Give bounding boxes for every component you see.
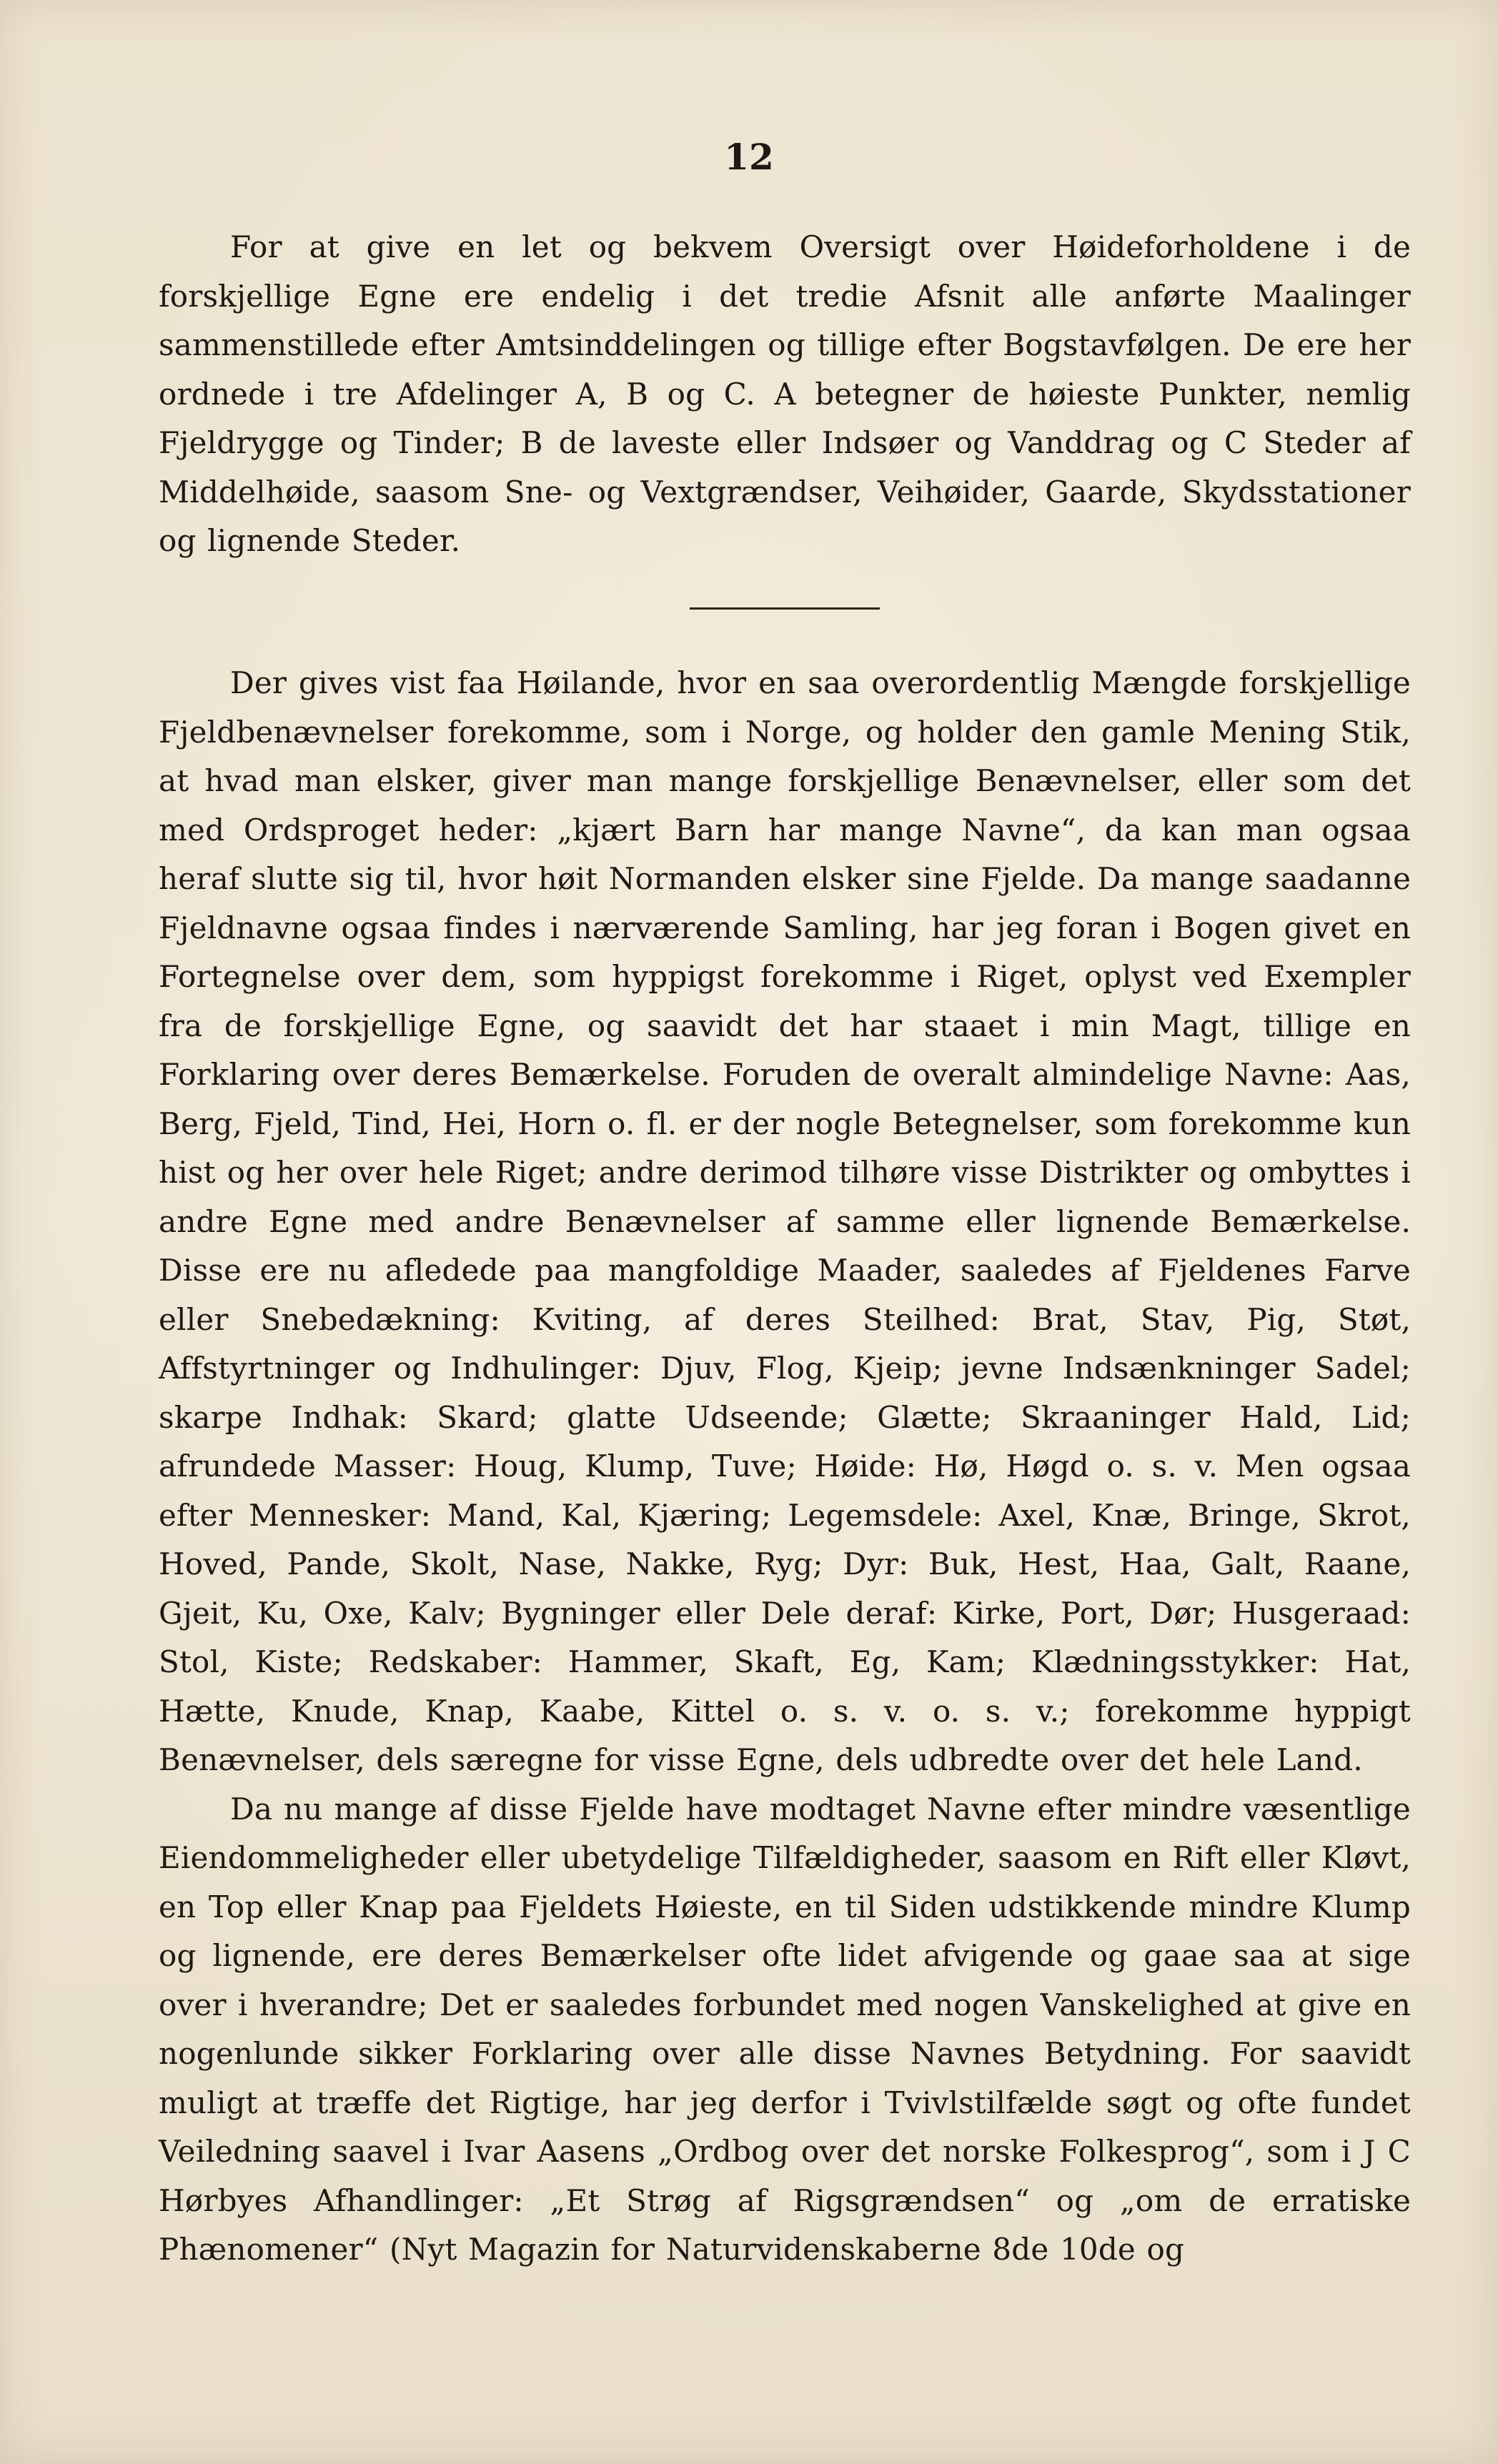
paragraph-fjeld-names: Der gives vist faa Høilande, hvor en saa overordentlig Mængde forskjellige Fjeldbenævnelser forekomme, som i Norge, og holder den gamle Mening Stik, at hvad man elsker, giver man mange forskjellige Benævnelser, eller som det med Ordsproget heder: „kjært Barn har mange Navne“, da kan man ogsaa heraf slutte sig til, hvor høit Normanden elsker sine Fjelde. Da mange saadanne Fjeldnavne ogsaa findes i nærværende Samling, har jeg foran i Bogen givet en Fortegnelse over dem, som hyppigst forekomme i Riget, oplyst ved Exempler fra de forskjellige Egne, og saavidt det har staaet i min Magt, tillige en Forklaring over deres Bemærkelse. Foruden de overalt almindelige Navne: Aas, Berg, Fjeld, Tind, Hei, Horn o. fl. er der nogle Betegnelser, som forekomme kun hist og her over hele Riget; andre derimod tilhøre visse Distrikter og ombyttes i andre Egne med andre Benævnelser af samme eller lignende Bemærkelse. Disse ere nu afledede paa mangfoldige Maader, saaledes af Fjeldenes Farve eller Snebedækning: Kviting, af deres Steilhed: Brat, Stav, Pig, Støt, Affstyrtninger og Indhulinger: Djuv, Flog, Kjeip; jevne Indsænkninger Sadel; skarpe Indhak: Skard; glatte Udseende; Glætte; Skraaninger Hald, Lid; afrundede Masser: Houg, Klump, Tuve; Høide: Hø, Høgd o. s. v. Men ogsaa efter Mennesker: Mand, Kal, Kjæring; Legemsdele: Axel, Knæ, Bringe, Skrot, Hoved, Pande, Skolt, Nase, Nakke, Ryg; Dyr: Buk, Hest, Haa, Galt, Raane, Gjeit, Ku, Oxe, Kalv; Bygninger eller Dele deraf: Kirke, Port, Dør; Husgeraad: Stol, Kiste; Redskaber: Hammer, Skaft, Eg, Kam; Klædningsstykker: Hat, Hætte, Knude, Knap, Kaabe, Kittel o. s. v. o. s. v.; forekomme hyppigt Benævnelser, dels særegne for visse Egne, dels udbredte over det hele Land. <box>159 665 1411 1777</box>
section-1-text <box>159 223 1411 566</box>
section-divider-rule <box>690 607 880 610</box>
page-number: 12 <box>724 136 774 178</box>
paragraph-overview: For at give en let og bekvem Oversigt over Høideforholdene i de forskjellige Egne ere endelig i det tredie Afsnit alle anførte Maalinger sammenstillede efter Amtsinddelingen og tillige efter Bogstavfølgen. De ere her ordnede i tre Afdelinger A, B og C. A betegner de høieste Punkter, nemlig Fjeldrygge og Tinder; B de laveste eller Indsøer og Vanddrag og C Steder af Middelhøide, saasom Sne- og Vextgrændser, Veihøider, Gaarde, Skydsstationer og lignende Steder. <box>159 229 1411 558</box>
section-2-text <box>159 659 1411 2275</box>
paragraph-explanations: Da nu mange af disse Fjelde have modtaget Navne efter mindre væsentlige Eiendommeligheder eller ubetydelige Tilfældigheder, saasom en Rift eller Kløvt, en Top eller Knap paa Fjeldets Høieste, en til Siden udstikkende mindre Klump og lignende, ere deres Bemærkelser ofte lidet afvigende og gaae saa at sige over i hverandre; Det er saaledes forbundet med nogen Vanskelighed at give en nogenlunde sikker Forklaring over alle disse Navnes Betydning. For saavidt muligt at træffe det Rigtige, har jeg derfor i Tvivlstilfælde søgt og ofte fundet Veiledning saavel i Ivar Aasens „Ordbog over det norske Folkesprog“, som i J C Hørbyes Afhandlinger: „Et Strøg af Rigsgrændsen“ og „om de erratiske Phænomener“ (Nyt Magazin for Naturvidenskaberne 8de 10de og <box>159 1791 1411 2267</box>
